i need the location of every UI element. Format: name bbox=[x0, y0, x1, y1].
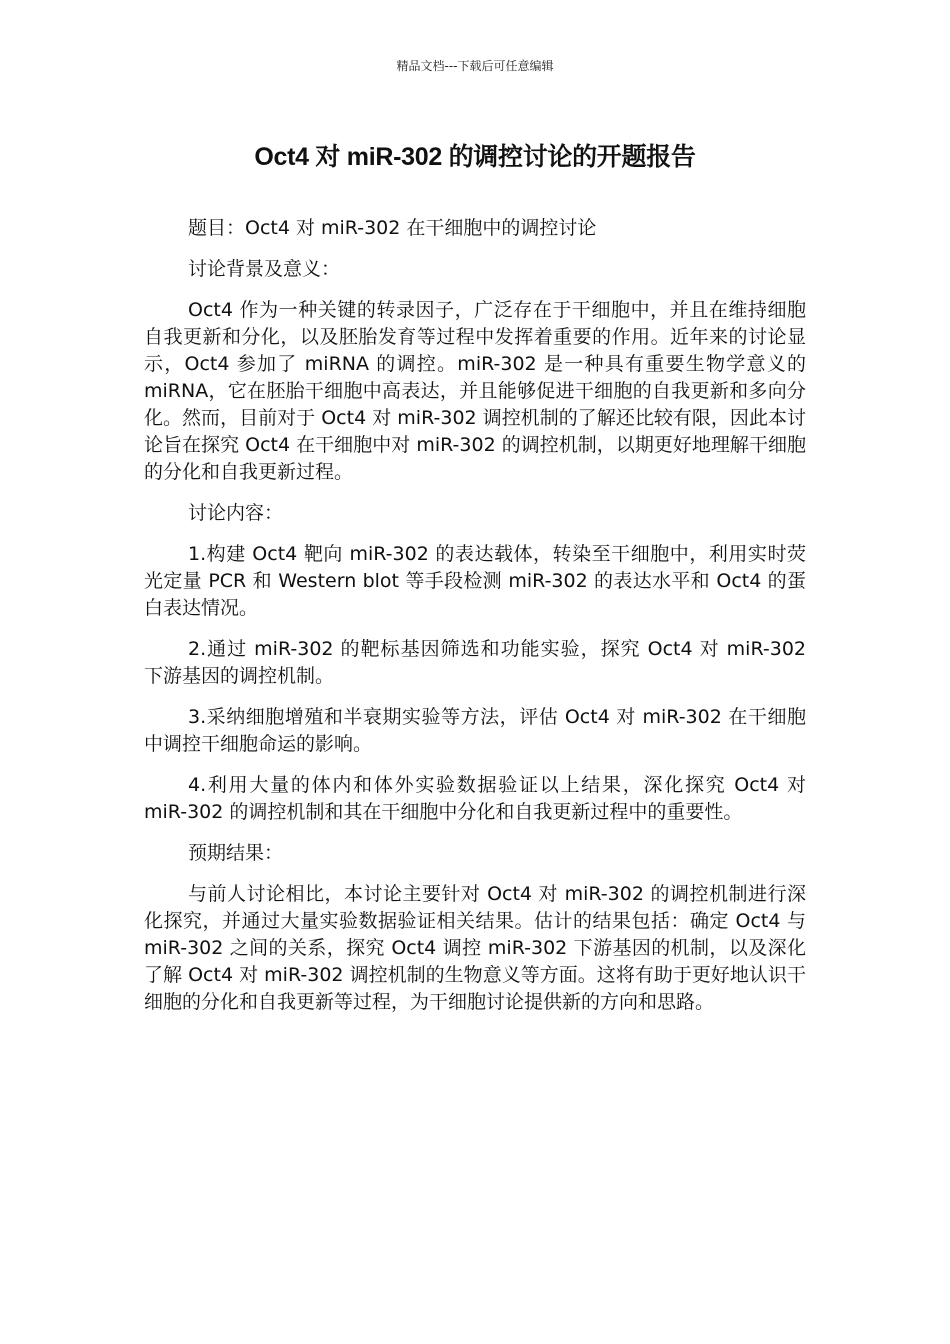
background-paragraph: Oct4 作为一种关键的转录因子，广泛存在于干细胞中，并且在维持细胞自我更新和分化，以及胚胎发育等过程中发挥着重要的作用。近年来的讨论显示，Oct4 参加了 miRNA 的调控。miR-302 是一种具有重要生物学意义的 miRNA，它在胚胎干细胞中高表达，并且能够促进干细胞的自我更新和多向分化。然而，目前对于 Oct4 对 miR-302 调控机制的了解还比较有限，因此本讨论旨在探究 Oct4 在干细胞中对 miR-302 的调控机制，以期更好地理解干细胞的分化和自我更新过程。 bbox=[144, 299, 806, 483]
header-note: 精品文档---下载后可任意编辑 bbox=[396, 59, 554, 73]
topic-line: 题目：Oct4 对 miR-302 在干细胞中的调控讨论 bbox=[188, 217, 597, 239]
document-title: Oct4 对 miR-302 的调控讨论的开题报告 bbox=[254, 143, 696, 171]
content-item-3: 3.采纳细胞增殖和半衰期实验等方法，评估 Oct4 对 miR-302 在干细胞中调控干细胞命运的影响。 bbox=[144, 706, 806, 755]
results-paragraph: 与前人讨论相比，本讨论主要针对 Oct4 对 miR-302 的调控机制进行深化探究，并通过大量实验数据验证相关结果。估计的结果包括：确定 Oct4 与 miR-302 之间的关系，探究 Oct4 调控 miR-302 下游基因的机制，以及深化了解 Oct4 对 miR-302 调控机制的生物意义等方面。这将有助于更好地认识干细胞的分化和自我更新等过程，为干细胞讨论提供新的方向和思路。 bbox=[144, 883, 806, 1013]
section-heading-results: 预期结果： bbox=[188, 842, 284, 864]
content-item-4: 4.利用大量的体内和体外实验数据验证以上结果，深化探究 Oct4 对 miR-302 的调控机制和其在干细胞中分化和自我更新过程中的重要性。 bbox=[144, 774, 806, 823]
section-heading-background: 讨论背景及意义： bbox=[188, 258, 341, 280]
document-body bbox=[144, 215, 806, 1030]
section-heading-content: 讨论内容： bbox=[188, 502, 284, 524]
content-item-1: 1.构建 Oct4 靶向 miR-302 的表达载体，转染至干细胞中，利用实时荧光定量 PCR 和 Western blot 等手段检测 miR-302 的表达水平和 Oct4 的蛋白表达情况。 bbox=[144, 543, 806, 619]
content-item-2: 2.通过 miR-302 的靶标基因筛选和功能实验，探究 Oct4 对 miR-302 下游基因的调控机制。 bbox=[144, 638, 806, 687]
